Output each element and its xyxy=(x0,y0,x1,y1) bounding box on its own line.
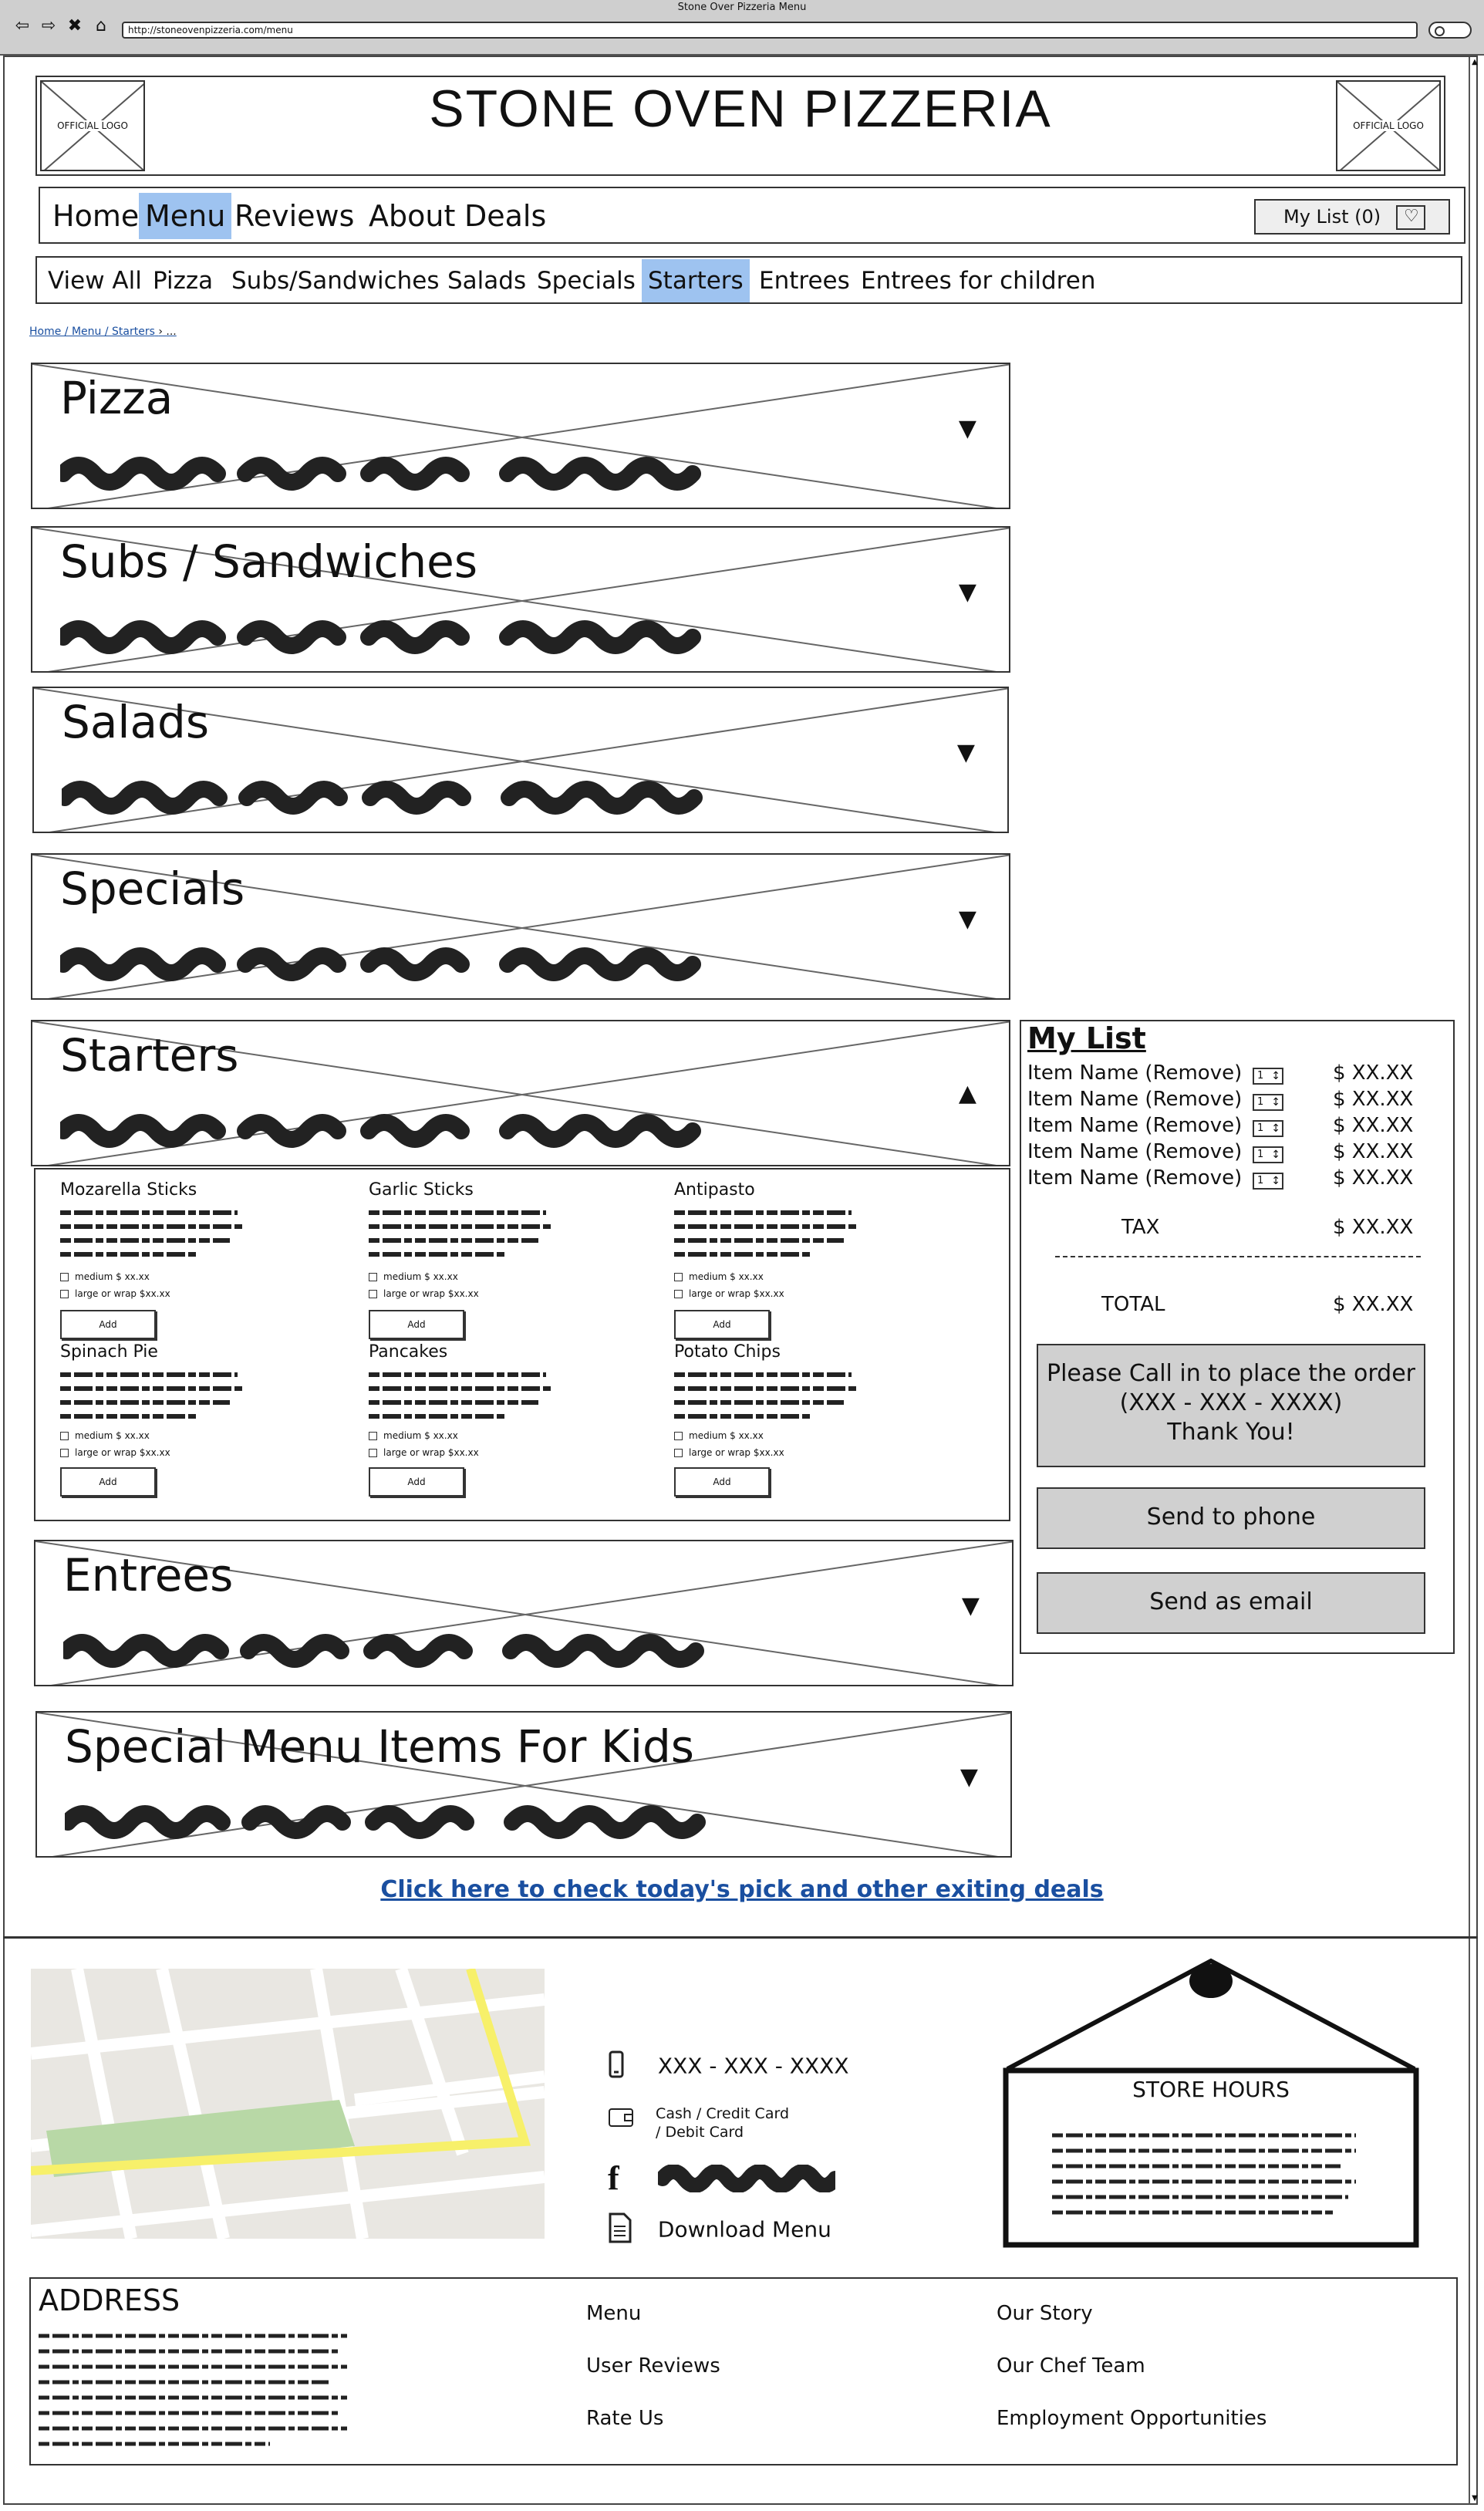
section-title: Salads xyxy=(62,696,210,748)
chevron-down-icon[interactable]: ▼ xyxy=(960,1763,978,1790)
logo-label: OFFICIAL LOGO xyxy=(1337,120,1439,131)
shopping-bag-icon xyxy=(1396,205,1425,230)
document-icon xyxy=(608,2212,636,2249)
payment-row xyxy=(608,2104,789,2141)
section-title: Special Menu Items For Kids xyxy=(65,1720,695,1773)
nav-reviews[interactable]: Reviews xyxy=(234,199,355,233)
chevron-down-icon[interactable]: ▼ xyxy=(961,1592,980,1619)
list-item-price: $ XX.XX xyxy=(1333,1088,1414,1111)
nav-home[interactable]: Home xyxy=(52,199,140,233)
vertical-scrollbar[interactable] xyxy=(1469,57,1479,2504)
download-menu-row[interactable] xyxy=(608,2212,831,2249)
item-name: Pancakes xyxy=(369,1342,448,1362)
section-salads[interactable] xyxy=(32,687,1009,833)
scribbled-description xyxy=(60,617,754,654)
map-graphic xyxy=(31,1969,545,2239)
section-starters[interactable] xyxy=(31,1020,1010,1166)
phone-row xyxy=(608,2050,849,2084)
chevron-down-icon[interactable]: ▼ xyxy=(956,739,975,766)
my-list-button-label: My List (0) xyxy=(1283,206,1381,228)
back-icon[interactable]: ⇦ xyxy=(15,16,30,35)
download-menu-link[interactable]: Download Menu xyxy=(657,2216,831,2243)
nav-about[interactable]: About xyxy=(369,199,456,233)
section-title: Entrees xyxy=(63,1549,234,1601)
scribbled-description xyxy=(60,1111,754,1148)
option-label: medium $ xx.xx xyxy=(75,1271,150,1282)
window-title: Stone Over Pizzeria Menu xyxy=(677,2,807,13)
checkbox[interactable] xyxy=(60,1449,69,1457)
my-list-button[interactable] xyxy=(1254,199,1450,235)
list-item xyxy=(1027,1140,1444,1165)
scribbled-description xyxy=(60,1367,253,1429)
footer-link-rate-us[interactable]: Rate Us xyxy=(586,2407,664,2430)
my-list-panel xyxy=(1020,1020,1455,1654)
option-medium[interactable] xyxy=(60,1271,150,1282)
footer-link-user-reviews[interactable]: User Reviews xyxy=(586,2354,720,2378)
chevron-down-icon[interactable]: ▼ xyxy=(958,415,976,442)
checkbox[interactable] xyxy=(674,1273,683,1281)
scribbled-description xyxy=(369,1367,562,1429)
breadcrumb[interactable] xyxy=(29,326,177,338)
phone-icon xyxy=(608,2050,636,2084)
scribbled-description xyxy=(60,944,754,981)
section-title: Pizza xyxy=(60,372,174,424)
checkbox[interactable] xyxy=(369,1449,377,1457)
add-button[interactable]: Add xyxy=(60,1467,156,1497)
chevron-down-icon[interactable]: ▼ xyxy=(958,579,976,606)
menu-item-card xyxy=(674,1342,952,1504)
option-medium[interactable] xyxy=(60,1430,150,1441)
forward-icon[interactable]: ⇨ xyxy=(41,16,56,35)
section-title: Subs / Sandwiches xyxy=(60,535,478,588)
quantity-stepper[interactable]: 1 ↕ xyxy=(1253,1146,1283,1163)
list-item-price: $ XX.XX xyxy=(1333,1140,1414,1163)
section-entrees[interactable] xyxy=(34,1540,1014,1686)
checkbox[interactable] xyxy=(369,1273,377,1281)
payment-line-1: Cash / Credit Card xyxy=(656,2105,790,2122)
scribbled-description xyxy=(65,1802,759,1839)
checkbox[interactable] xyxy=(60,1290,69,1298)
list-item-name[interactable]: Item Name (Remove) xyxy=(1027,1061,1243,1085)
option-label: medium $ xx.xx xyxy=(383,1430,458,1441)
address-title: ADDRESS xyxy=(39,2283,180,2317)
send-to-phone-button[interactable]: Send to phone xyxy=(1037,1487,1425,1549)
breadcrumb-chevron-icon: › xyxy=(158,326,163,338)
site-header xyxy=(35,76,1445,176)
my-list-heading: My List xyxy=(1027,1021,1146,1055)
section-subs-sandwiches[interactable] xyxy=(31,526,1010,673)
list-item xyxy=(1027,1114,1444,1139)
facebook-row xyxy=(608,2158,835,2198)
call-line-2: (XXX - XXX - XXXX) xyxy=(1119,1389,1343,1416)
cat-starters[interactable]: Starters xyxy=(642,259,750,302)
section-kids-menu[interactable] xyxy=(35,1711,1012,1858)
option-label: medium $ xx.xx xyxy=(383,1271,458,1282)
quantity-stepper[interactable]: 1 ↕ xyxy=(1253,1173,1283,1190)
quantity-stepper[interactable]: 1 ↕ xyxy=(1253,1094,1283,1111)
add-button[interactable]: Add xyxy=(674,1467,770,1497)
store-hours-sign xyxy=(1001,1953,1421,2249)
total-value: $ XX.XX xyxy=(1333,1293,1414,1316)
browser-nav-buttons xyxy=(12,17,111,35)
cat-entrees-children[interactable]: Entrees for children xyxy=(861,267,1096,295)
scroll-up-icon[interactable]: ▲ xyxy=(1472,58,1478,66)
list-item-name[interactable]: Item Name (Remove) xyxy=(1027,1088,1243,1111)
menu-item-card xyxy=(60,1342,338,1504)
category-nav xyxy=(35,256,1462,304)
list-item-price: $ XX.XX xyxy=(1333,1114,1414,1137)
scribbled-address xyxy=(39,2328,363,2452)
url-bar[interactable]: http://stoneovenpizzeria.com/menu xyxy=(122,22,1418,39)
cat-view-all[interactable]: View All xyxy=(48,267,142,295)
checkbox[interactable] xyxy=(674,1290,683,1298)
tax-value: $ XX.XX xyxy=(1333,1216,1414,1239)
cat-subs-sandwiches[interactable]: Subs/Sandwiches xyxy=(231,267,440,295)
main-nav xyxy=(39,187,1465,244)
scribbled-description xyxy=(60,1205,253,1267)
breadcrumb-path[interactable]: Home / Menu / Starters xyxy=(29,326,155,338)
option-large[interactable] xyxy=(60,1447,170,1458)
option-label: large or wrap $xx.xx xyxy=(75,1447,170,1458)
logo-label: OFFICIAL LOGO xyxy=(42,120,143,131)
send-as-email-button[interactable]: Send as email xyxy=(1037,1572,1425,1634)
phone-number[interactable]: XXX - XXX - XXXX xyxy=(657,2053,849,2079)
cat-specials[interactable]: Specials xyxy=(537,267,636,295)
footer-links-box xyxy=(29,2277,1458,2465)
cat-entrees[interactable]: Entrees xyxy=(759,267,850,295)
checkbox[interactable] xyxy=(60,1432,69,1440)
checkbox[interactable] xyxy=(60,1273,69,1281)
browser-chrome xyxy=(0,0,1484,56)
deals-link[interactable]: Click here to check today's pick and other exiting deals xyxy=(380,1876,1104,1903)
add-button[interactable]: Add xyxy=(369,1310,464,1339)
section-specials[interactable] xyxy=(31,853,1010,1000)
scribbled-description xyxy=(674,1205,867,1267)
footer-link-our-story[interactable]: Our Story xyxy=(997,2302,1093,2325)
site-title: STONE OVEN PIZZERIA xyxy=(429,79,1052,138)
checkbox[interactable] xyxy=(674,1449,683,1457)
list-item xyxy=(1027,1061,1444,1086)
option-medium[interactable] xyxy=(369,1271,458,1282)
list-item xyxy=(1027,1166,1444,1191)
breadcrumb-tail: ... xyxy=(166,326,177,338)
item-name: Antipasto xyxy=(674,1180,755,1200)
list-item-price: $ XX.XX xyxy=(1333,1061,1414,1085)
cat-salads[interactable]: Salads xyxy=(447,267,527,295)
cat-pizza[interactable]: Pizza xyxy=(153,267,214,295)
home-icon[interactable]: ⌂ xyxy=(96,16,106,35)
option-medium[interactable] xyxy=(674,1430,764,1441)
stop-icon[interactable]: ✖ xyxy=(67,16,83,35)
option-medium[interactable] xyxy=(674,1271,764,1282)
add-button[interactable]: Add xyxy=(60,1310,156,1339)
scribbled-description xyxy=(674,1367,867,1429)
option-large[interactable] xyxy=(60,1288,170,1299)
option-large[interactable] xyxy=(674,1447,784,1458)
footer-link-employment[interactable]: Employment Opportunities xyxy=(997,2407,1267,2430)
list-item-price: $ XX.XX xyxy=(1333,1166,1414,1190)
scribbled-description xyxy=(369,1205,562,1267)
item-name: Potato Chips xyxy=(674,1342,781,1362)
payment-methods xyxy=(656,2104,789,2141)
option-label: medium $ xx.xx xyxy=(689,1271,764,1282)
location-map[interactable] xyxy=(31,1969,545,2239)
option-label: medium $ xx.xx xyxy=(689,1430,764,1441)
add-button[interactable]: Add xyxy=(674,1310,770,1339)
option-label: large or wrap $xx.xx xyxy=(689,1447,784,1458)
menu-item-card xyxy=(60,1180,338,1342)
footer-divider xyxy=(3,1936,1478,1939)
option-label: large or wrap $xx.xx xyxy=(689,1288,784,1299)
list-item-name[interactable]: Item Name (Remove) xyxy=(1027,1140,1243,1163)
item-name: Spinach Pie xyxy=(60,1342,158,1362)
footer-link-chef-team[interactable]: Our Chef Team xyxy=(997,2354,1145,2378)
list-item-name[interactable]: Item Name (Remove) xyxy=(1027,1166,1243,1190)
total-label: TOTAL xyxy=(1101,1293,1165,1316)
option-large[interactable] xyxy=(369,1447,479,1458)
scribbled-description xyxy=(63,1631,757,1668)
nav-menu[interactable]: Menu xyxy=(139,193,231,239)
option-label: large or wrap $xx.xx xyxy=(383,1288,479,1299)
starters-items-panel xyxy=(34,1168,1010,1521)
chevron-up-icon[interactable]: ▲ xyxy=(958,1080,976,1107)
section-pizza[interactable] xyxy=(31,363,1010,509)
checkbox[interactable] xyxy=(369,1290,377,1298)
option-medium[interactable] xyxy=(369,1430,458,1441)
scribbled-description xyxy=(60,454,754,491)
item-name: Mozarella Sticks xyxy=(60,1180,197,1200)
call-to-order-notice xyxy=(1037,1344,1425,1467)
checkbox[interactable] xyxy=(674,1432,683,1440)
list-item-name[interactable]: Item Name (Remove) xyxy=(1027,1114,1243,1137)
scroll-down-icon[interactable]: ▼ xyxy=(1472,2494,1478,2503)
section-title: Starters xyxy=(60,1029,239,1082)
menu-item-card xyxy=(674,1180,952,1342)
menu-item-card xyxy=(369,1342,646,1504)
store-hours-title: STORE HOURS xyxy=(1132,2077,1290,2102)
footer-link-menu[interactable]: Menu xyxy=(586,2302,642,2325)
facebook-icon[interactable]: f xyxy=(608,2159,619,2197)
chevron-down-icon[interactable]: ▼ xyxy=(958,906,976,933)
tax-label: TAX xyxy=(1121,1216,1160,1239)
option-label: large or wrap $xx.xx xyxy=(383,1447,479,1458)
checkbox[interactable] xyxy=(369,1432,377,1440)
add-button[interactable]: Add xyxy=(369,1467,464,1497)
list-item xyxy=(1027,1088,1444,1112)
option-large[interactable] xyxy=(369,1288,479,1299)
nav-deals[interactable]: Deals xyxy=(464,199,547,233)
menu-item-card xyxy=(369,1180,646,1342)
quantity-stepper[interactable]: 1 ↕ xyxy=(1253,1120,1283,1137)
payment-line-2: / Debit Card xyxy=(656,2124,744,2141)
quantity-stepper[interactable]: 1 ↕ xyxy=(1253,1068,1283,1085)
section-title: Specials xyxy=(60,862,245,915)
item-name: Garlic Sticks xyxy=(369,1180,474,1200)
call-line-3: Thank You! xyxy=(1167,1419,1295,1446)
call-line-1: Please Call in to place the order xyxy=(1047,1360,1415,1387)
option-label: medium $ xx.xx xyxy=(75,1430,150,1441)
scribbled-facebook-handle[interactable] xyxy=(658,2165,835,2192)
wallet-icon xyxy=(608,2104,636,2132)
official-logo-left[interactable] xyxy=(40,80,145,171)
scribbled-description xyxy=(62,778,756,815)
official-logo-right[interactable] xyxy=(1336,80,1441,171)
divider xyxy=(1055,1256,1421,1257)
browser-search-icon[interactable] xyxy=(1428,22,1472,39)
option-label: large or wrap $xx.xx xyxy=(75,1288,170,1299)
option-large[interactable] xyxy=(674,1288,784,1299)
